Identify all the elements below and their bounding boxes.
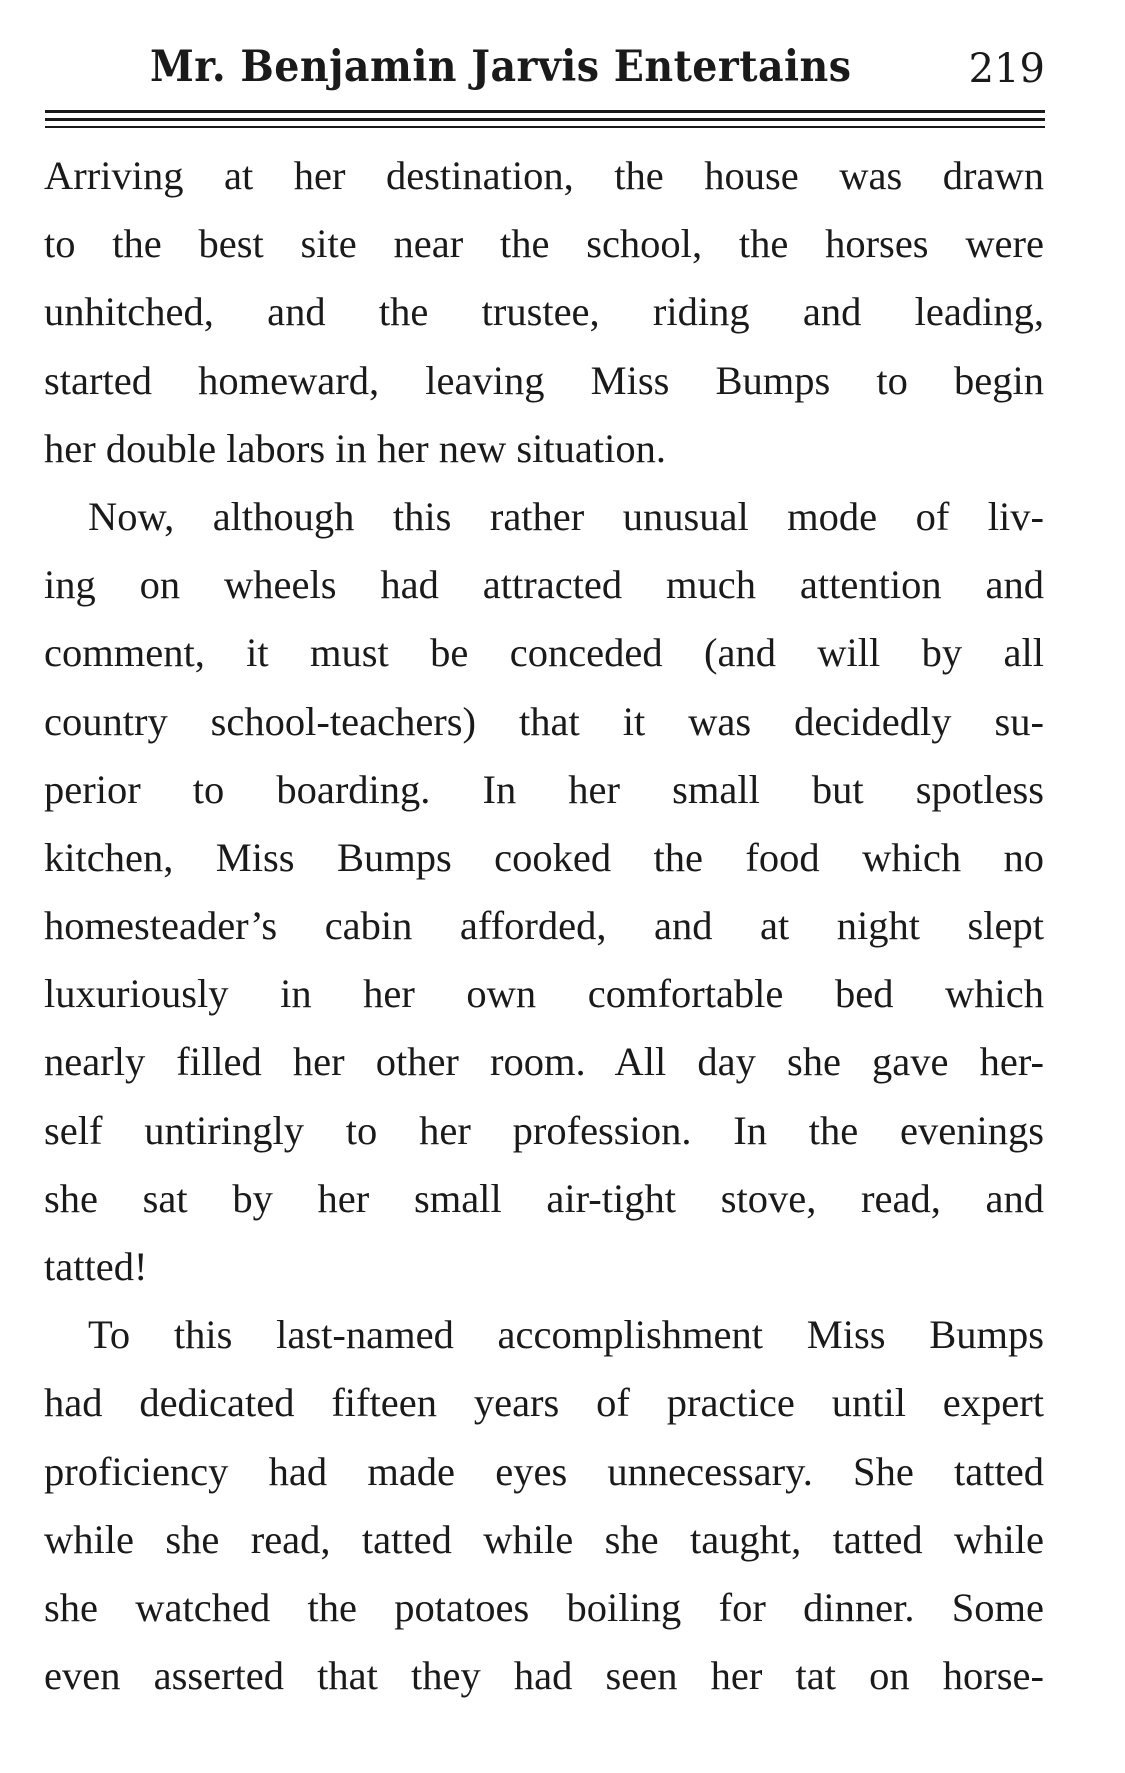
header-rule-middle — [45, 118, 1045, 121]
text-line: country school-teachers) that it was decidedly su- — [44, 698, 1044, 744]
header-rule-top — [45, 110, 1045, 113]
text-line: proficiency had made eyes unnecessary. She tatted — [44, 1448, 1044, 1494]
text-line: Now, although this rather unusual mode of liv- — [88, 493, 1044, 539]
text-line: had dedicated fifteen years of practice until expert — [44, 1380, 1044, 1426]
paragraph-3 — [44, 1301, 1044, 1710]
text-line: self untiringly to her profession. In the evenings — [44, 1107, 1044, 1153]
running-head — [150, 42, 1045, 102]
running-title: Mr. Benjamin Jarvis Entertains — [150, 42, 852, 92]
body-text — [44, 142, 1044, 1710]
text-line: while she read, tatted while she taught, tatted while — [44, 1516, 1044, 1562]
text-line: unhitched, and the trustee, riding and leading, — [44, 289, 1044, 335]
header-rule-bottom — [45, 126, 1045, 128]
text-line: luxuriously in her own comfortable bed which — [44, 971, 1044, 1017]
text-line: Arriving at her destination, the house was drawn — [44, 153, 1044, 198]
text-line: she watched the potatoes boiling for dinner. Some — [44, 1584, 1044, 1630]
page-number: 219 — [968, 46, 1045, 92]
text-line: homesteader’s cabin afforded, and at night slept — [44, 903, 1044, 949]
paragraph-2 — [44, 483, 1044, 1301]
text-line: nearly filled her other room. All day she gave her- — [44, 1039, 1044, 1085]
text-line: to the best site near the school, the horses were — [44, 221, 1044, 267]
text-line: comment, it must be conceded (and will by all — [44, 630, 1044, 676]
text-line: kitchen, Miss Bumps cooked the food which no — [44, 834, 1044, 880]
text-line: tatted! — [44, 1244, 148, 1289]
paragraph-1 — [44, 142, 1044, 483]
text-line: she sat by her small air-tight stove, read, and — [44, 1175, 1044, 1221]
text-line: To this last-named accomplishment Miss Bumps — [88, 1312, 1044, 1358]
text-line: perior to boarding. In her small but spotless — [44, 766, 1044, 812]
text-line: ing on wheels had attracted much attention and — [44, 562, 1044, 608]
text-line: even asserted that they had seen her tat on horse- — [44, 1653, 1044, 1699]
text-line: started homeward, leaving Miss Bumps to begin — [44, 357, 1044, 403]
text-line: her double labors in her new situation. — [44, 425, 666, 471]
